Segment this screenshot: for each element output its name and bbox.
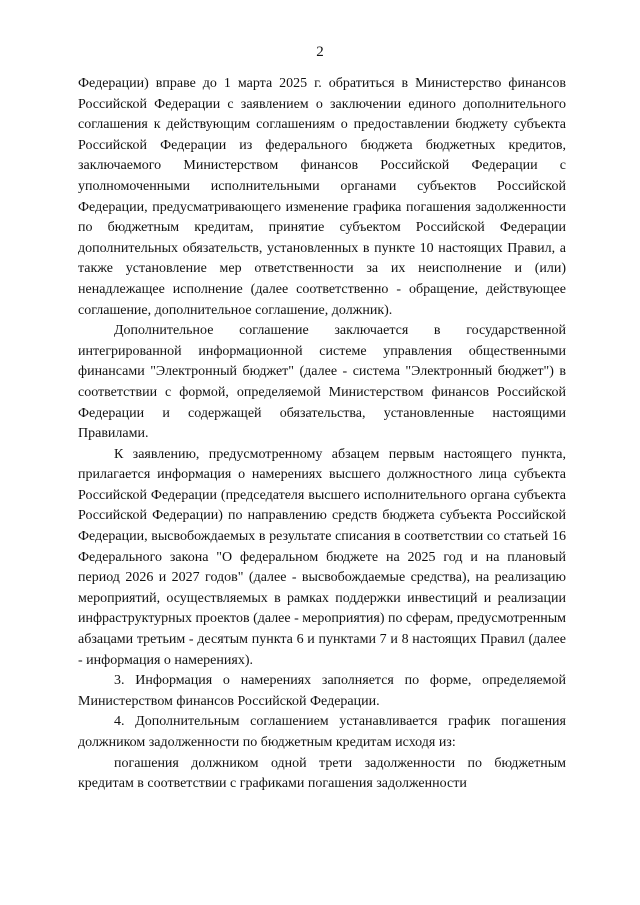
paragraph: погашения должником одной трети задолженности по бюджетным кредитам в соответствии с графиками погашения задолженности — [78, 755, 566, 792]
paragraph: 4. Дополнительным соглашением устанавливается график погашения должником задолженности по бюджетным кредитам исходя из: — [78, 714, 566, 750]
paragraph: К заявлению, предусмотренному абзацем первым настоящего пункта, прилагается информация о намерениях высшего должностного лица субъекта Российской Федерации (председателя высшего исполнительного органа субъекта Российской Федерации) по направлению средств бюджета субъекта Российской Федерации, высвобождаемых в результате списания в соответствии со статьей 16 Федерального закона "О федеральном бюджете на 2025 год и на плановый период 2026 и 2027 годов" (далее - высвобождаемые средства), на реализацию мероприятий, осуществляемых в рамках поддержки инвестиций и реализации инфраструктурных проектов (далее - мероприятия) по сферам, предусмотренным абзацами третьим - десятым пункта 6 и пунктами 7 и 8 настоящих Правил (далее - информация о намерениях). — [78, 446, 567, 668]
page-number: 2 — [316, 44, 324, 60]
paragraph: Федерации) вправе до 1 марта 2025 г. обратиться в Министерство финансов Российской Федерации с заявлением о заключении единого дополнительного соглашения к действующим соглашениям о предоставлении бюджету субъекта Российской Федерации из федерального бюджета бюджетных кредитов, заключаемого Министерством финансов Российской Федерации с уполномоченными исполнительными органами субъектов Российской Федерации, предусматривающего изменение графика погашения задолженности по бюджетным кредитам, принятие субъектом Российской Федерации дополнительных обязательств, установленных в пункте 10 настоящих Правил, а также установление мер ответственности за их неисполнение и (или) ненадлежащее исполнение (далее соответственно - обращение, действующее соглашение, дополнительное соглашение, должник). — [78, 76, 566, 318]
paragraph: Дополнительное соглашение заключается в государственной интегрированной информационной системе управления общественными финансами "Электронный бюджет" (далее - система "Электронный бюджет") в соответствии с формой, определяемой Министерством финансов Российской Федерации и содержащей обязательства, установленные настоящими Правилами. — [78, 323, 566, 442]
paragraph: 3. Информация о намерениях заполняется по форме, определяемой Министерством финансов Российской Федерации. — [78, 673, 566, 709]
document-body — [78, 74, 566, 795]
